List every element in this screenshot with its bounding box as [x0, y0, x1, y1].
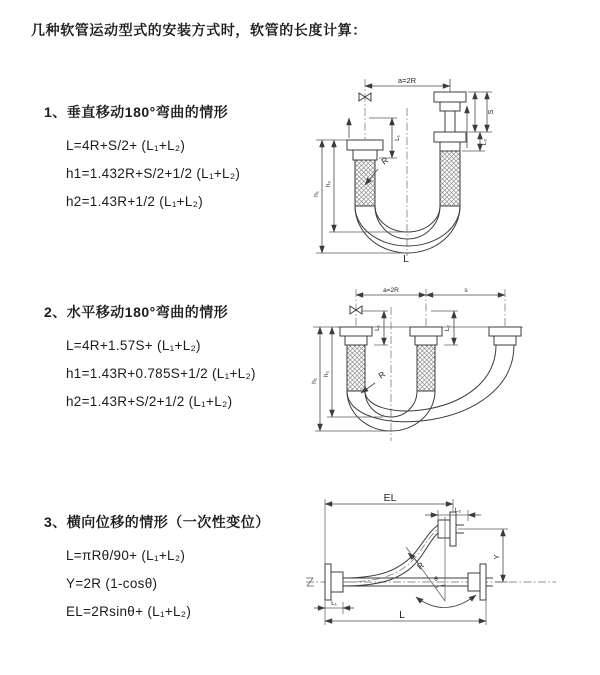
angle-label: θ: [434, 576, 438, 583]
dim-label-l2: L₂: [454, 507, 462, 514]
formula-length: L=4R+1.57S+ (L₁+L₂): [66, 338, 201, 353]
dim-label-l2: L₂: [444, 324, 451, 332]
dim-label-l1: L₁: [331, 600, 337, 607]
dimension-lines: [314, 492, 508, 625]
dim-label-a2r: a=2R: [397, 76, 417, 85]
section-1-heading: 1、垂直移动180°弯曲的情形: [44, 104, 229, 120]
dim-label-s: s: [464, 287, 468, 294]
dim-label-s: S: [486, 109, 495, 115]
diagram-horizontal-bend: [303, 281, 600, 467]
section-3-heading: 3、横向位移的情形（一次性变位）: [44, 514, 270, 530]
diagram-vertical-bend: [303, 62, 600, 264]
formula-length: L=4R+S/2+ (L₁+L₂): [66, 138, 186, 153]
section-2-heading: 2、水平移动180°弯曲的情形: [44, 304, 229, 320]
dim-label-a2r: a=2R: [383, 287, 399, 294]
dim-label-y: Y: [492, 554, 501, 560]
dim-label-h1: h₁: [311, 378, 318, 384]
formula-h1: h1=1.43R+0.785S+1/2 (L₁+L₂): [66, 366, 256, 381]
section-3: [44, 512, 314, 626]
dimension-lines: [311, 287, 505, 431]
hose-s-curve: [306, 512, 556, 608]
dim-label-l2: L₂: [481, 138, 488, 146]
hose-u-bend: [337, 289, 523, 441]
dim-label-l1: L₁: [374, 325, 381, 331]
formula-h2: h2=1.43R+1/2 (L₁+L₂): [66, 194, 204, 209]
formula-el: EL=2Rsinθ+ (L₁+L₂): [66, 604, 192, 619]
dim-label-h2: h₂: [323, 370, 330, 378]
dim-label-h1: h₁: [313, 191, 320, 197]
dim-label-l: L: [399, 609, 405, 621]
dim-label-l1: L₁: [394, 135, 401, 141]
dimension-lines: [313, 76, 495, 265]
section-1: [44, 102, 314, 216]
dim-label-h2: h₂: [325, 180, 332, 188]
page-title: 几种软管运动型式的安装方式时，软管的长度计算：: [31, 22, 367, 38]
length-label: L: [403, 253, 409, 265]
formula-h1: h1=1.432R+S/2+1/2 (L₁+L₂): [66, 166, 241, 181]
radius-label: R: [414, 559, 426, 572]
diagram-lateral-displacement: [298, 487, 600, 647]
formula-h2: h2=1.43R+S/2+1/2 (L₁+L₂): [66, 394, 233, 409]
formula-length: L=πRθ/90+ (L₁+L₂): [66, 548, 186, 563]
radius-label: R: [379, 154, 391, 167]
radius-label: R: [376, 368, 388, 381]
hose-u-bend: [347, 79, 467, 256]
dim-label-el: EL: [383, 492, 397, 504]
section-2: [44, 302, 314, 416]
formula-y: Y=2R (1-cosθ): [66, 576, 158, 591]
